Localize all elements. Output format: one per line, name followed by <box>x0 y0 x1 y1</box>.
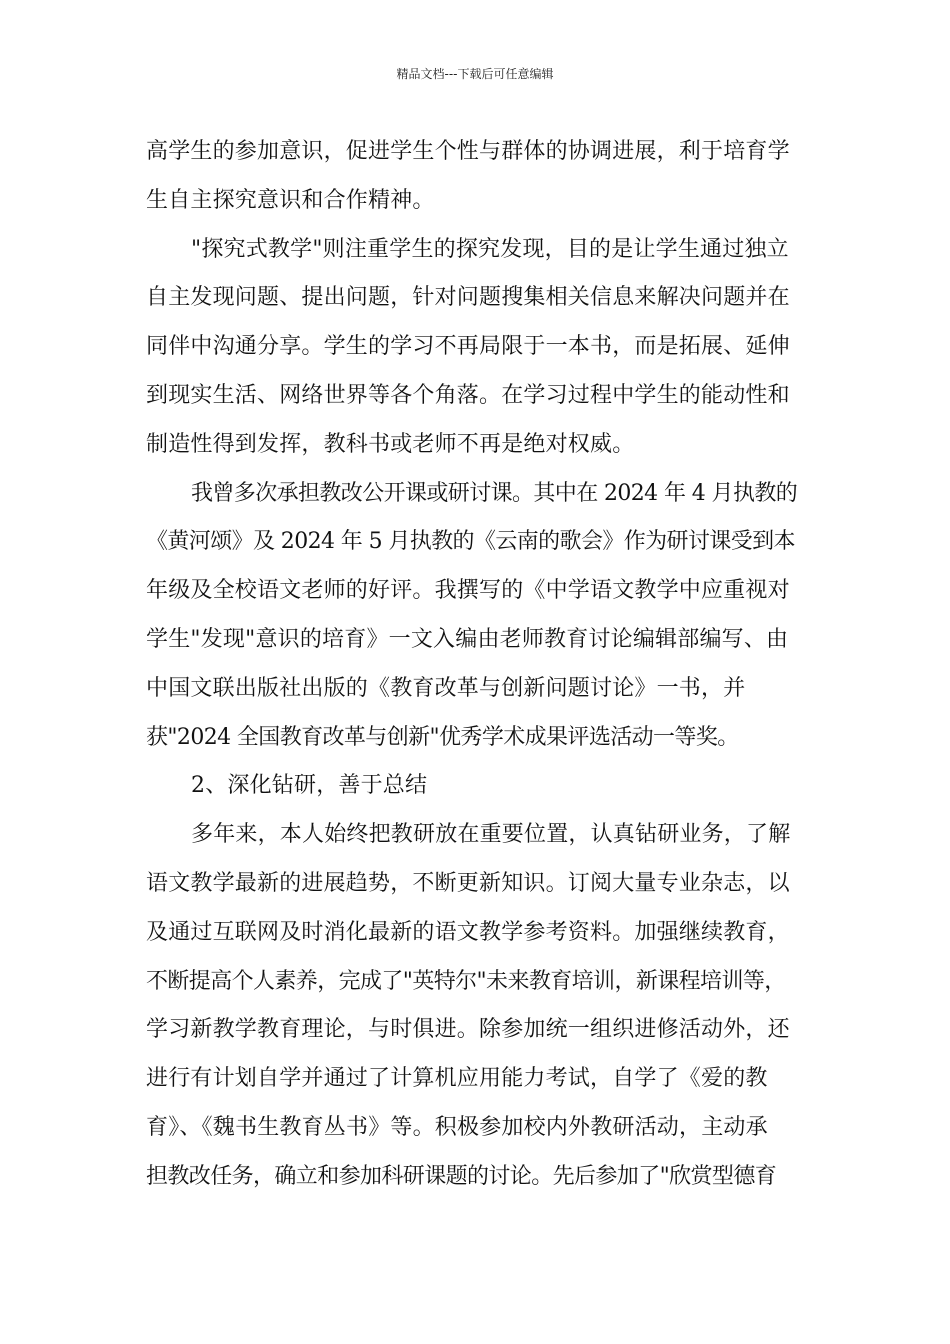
paragraph-line: 获"2024 全国教育改革与创新"优秀学术成果评选活动一等奖。 <box>146 724 739 750</box>
paragraph-line: 进行有计划自学并通过了计算机应用能力考试，自学了《爱的教 <box>146 1066 768 1092</box>
paragraph-line: 制造性得到发挥，教科书或老师不再是绝对权威。 <box>146 431 635 457</box>
paragraph-line: 生自主探究意识和合作精神。 <box>146 187 435 213</box>
paragraph-line: 学生"发现"意识的培育》一文入编由老师教育讨论编辑部编写、由 <box>146 626 789 652</box>
document-body <box>146 128 810 1202</box>
paragraph-line: 及通过互联网及时消化最新的语文教学参考资料。加强继续教育， <box>146 919 790 945</box>
section-heading: 2、深化钻研，善于总结 <box>191 773 428 799</box>
paragraph-line: 《黄河颂》及 2024 年 5 月执教的《云南的歌会》作为研讨课受到本 <box>146 529 795 555</box>
paragraph-line: 多年来，本人始终把教研放在重要位置，认真钻研业务，了解 <box>191 822 791 848</box>
paragraph-line: 学习新教学教育理论，与时俱进。除参加统一组织进修活动外，还 <box>146 1017 790 1043</box>
paragraph-line: 年级及全校语文老师的好评。我撰写的《中学语文教学中应重视对 <box>146 578 790 604</box>
paragraph-line: "探究式教学"则注重学生的探究发现，目的是让学生通过独立 <box>191 236 789 262</box>
paragraph-line: 到现实生活、网络世界等各个角落。在学习过程中学生的能动性和 <box>146 382 790 408</box>
paragraph-line: 育》、《魏书生教育丛书》等。积极参加校内外教研活动，主动承 <box>146 1114 768 1140</box>
paragraph-line: 不断提高个人素养，完成了"英特尔"未来教育培训，新课程培训等， <box>146 968 786 994</box>
paragraph-line: 中国文联出版社出版的《教育改革与创新问题讨论》一书，并 <box>146 675 746 701</box>
paragraph-line: 我曾多次承担教改公开课或研讨课。其中在 2024 年 4 月执教的 <box>191 480 798 506</box>
paragraph-line: 同伴中沟通分享。学生的学习不再局限于一本书，而是拓展、延伸 <box>146 334 790 360</box>
paragraph-line: 语文教学最新的进展趋势，不断更新知识。订阅大量专业杂志，以 <box>146 870 790 896</box>
paragraph-line: 担教改任务，确立和参加科研课题的讨论。先后参加了"欣赏型德育 <box>146 1163 777 1189</box>
paragraph-line: 高学生的参加意识，促进学生个性与群体的协调进展，利于培育学 <box>146 139 790 164</box>
paragraph-line: 自主发现问题、提出问题，针对问题搜集相关信息来解决问题并在 <box>146 285 790 311</box>
page-header: 精品文档---下载后可任意编辑 <box>396 67 554 81</box>
